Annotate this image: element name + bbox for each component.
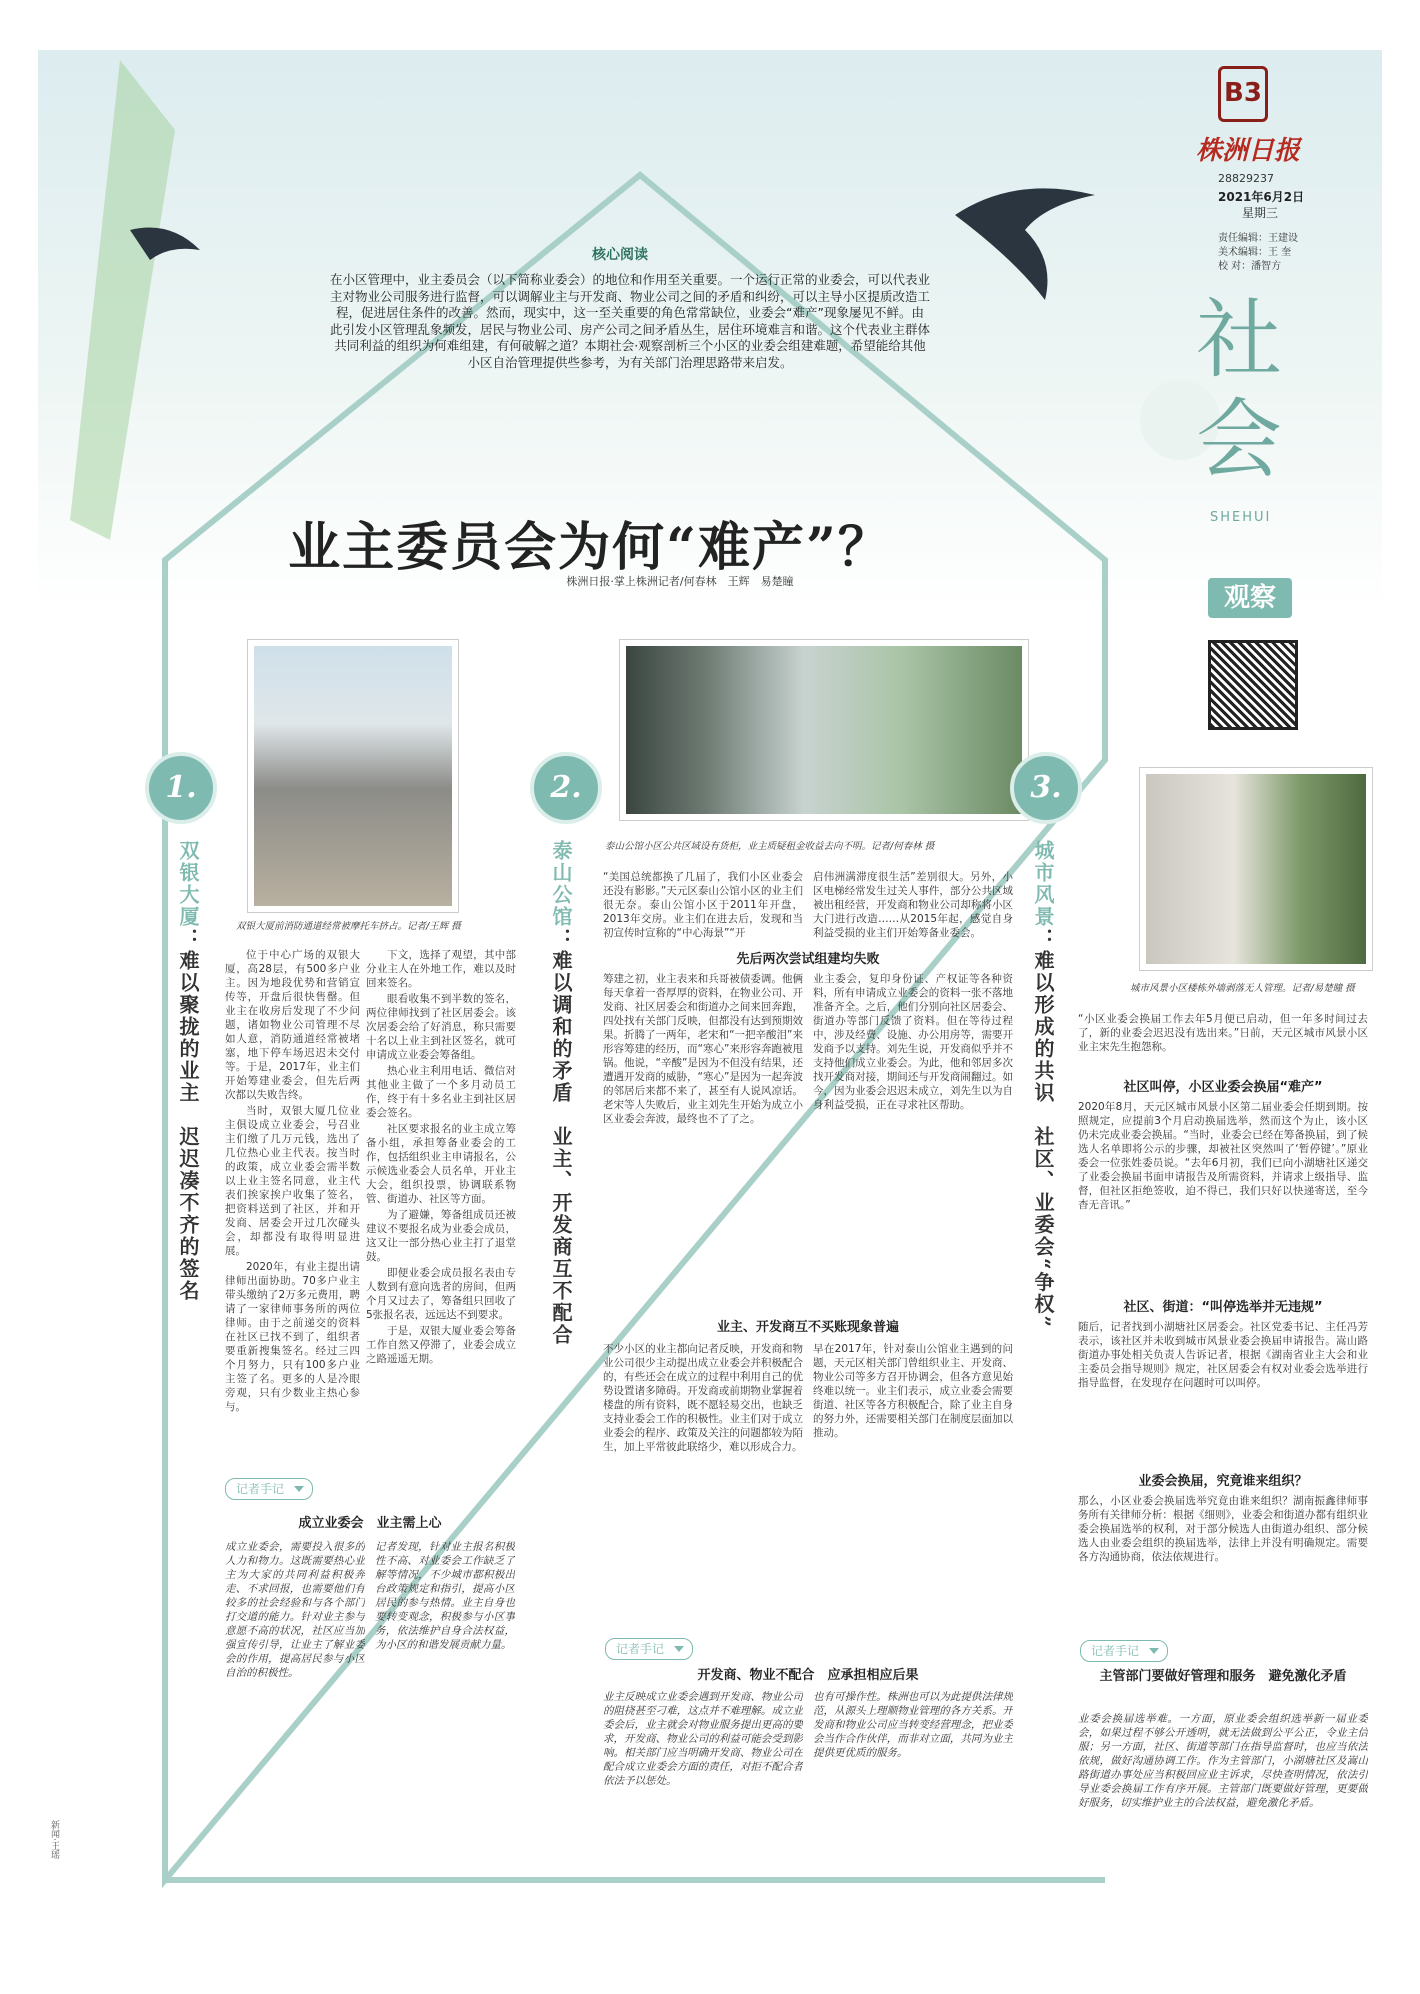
section-title: [175, 840, 201, 1360]
article-column: [366, 948, 516, 1453]
section-title-place: 泰山公馆: [549, 840, 573, 928]
intro-heading: 核心阅读: [592, 247, 648, 263]
subheading: 业主、开发商互不买账现象普遍: [716, 1320, 899, 1335]
paragraph: 社区要求报名的业主成立筹备小组，承担筹备业委会的工作，包括组织业主申请报名，公示候选业委会人员名单，开业主大会，组织投票，协调联系物管、街道办、社区等方面。: [366, 1123, 516, 1205]
article-column: 筹建之初，业主表来和兵哥被债委调。他俩每天拿着一沓厚厚的资料，在物业公司、开发商、社区居委会和街道办之间来回奔跑，四处找有关部门反映，但都没有达到预期效果。折腾了一两年，老宋和“一把辛酸泪”来形容筹建的经历，而“寒心”来形容奔跑被甩锅。他说，“辛酸”是因为不但没有结果，还遭遇开发商的威胁，“寒心”是因为一起奔波的邻居后来都不来了，甚至有人说风凉话。老宋等人失败后，业主刘先生开始为成立小区业委会奔波，最终也不了了之。: [603, 973, 803, 1125]
section-title: [548, 840, 574, 1360]
paragraph: 于是，双银大厦业委会筹备工作自然又停滞了，业委会成立之路遥遥无期。: [366, 1325, 516, 1365]
phone-number: 28829237: [1218, 172, 1274, 185]
paragraph: 当时，双银大厦几位业主俱设成立业委会，号召业主们缴了几万元钱，选出了几位热心业主代表。按当时的政策，成立业委会需半数以上业主签名同意，业主代表们挨家挨户收集了签名，把资料送到了社区，并和开发商、居委会开过几次碰头会，却都没有取得明显进展。: [225, 1105, 360, 1257]
weekday: 星期三: [1242, 206, 1279, 220]
note-column: 业委会换届选举难。一方面，原业委会组织选举新一届业委会，如果过程不够公开透明，就无法做到公平公正，令业主信服；另一方面，社区、街道等部门在指导监督时，也应当依法依规，做好沟通协调工作。作为主管部门，小湖塘社区及嵩山路街道办事处应当积极回应业主诉求，尽快查明情况，依法引导业委会换届工作有序开展。主管部门既要做好管理，更要做好服务，切实维护业主的合法权益，避免激化矛盾。: [1078, 1713, 1368, 1809]
article-lead: 启伟洲满滞度很生活”差别很大。另外，小区电梯经常发生过关人事件，部分公共区域被出租经营，开发商和物业公司却称将小区大门进行改造……从2015年起，感觉自身利益受损的业主们开始筹备业委会。: [813, 871, 1013, 939]
photo-caption: 城市风景小区楼栋外墙剥落无人管理。记者/易楚瞳 摄: [1130, 983, 1355, 994]
editor-credits: [1218, 232, 1298, 274]
section-title: 社会: [1196, 290, 1282, 490]
subheading: 先后两次尝试组建均失败: [736, 952, 880, 967]
intro-text: 在小区管理中，业主委员会（以下简称业委会）的地位和作用至关重要。一个运行正常的业委会，可以代表业主对物业公司服务进行监督，可以调解业主与开发商、物业公司之间的矛盾和纠纷，可以主导小区提质改造工程，促进居住条件的改善。然而，现实中，这一至关重要的角色常常缺位，业委会“难产”现象屡见不鲜。由此引发小区管理乱象频发，居民与物业公司、房产公司之间矛盾丛生，居住环境难言和谐。这个代表业主群体共同利益的组织为何难组建，有何破解之道？本期社会·观察剖析三个小区的业委会组建难题，希望能给其他小区自治管理提供些参考，为有关部门治理思路带来启发。: [330, 272, 931, 370]
note-column: 成立业委会，需要投入很多的人力和物力。这既需要热心业主为大家的共同利益积极奔走、不求回报，也需要他们有较多的社会经验和与各个部门打交道的能力。针对业主参与意愿不高的状况，社区应当加强宣传引导，让业主了解业委会的作用，提高居民参与小区自治的积极性。: [225, 1541, 365, 1679]
page-number: B3: [1218, 66, 1268, 122]
column-badge: 观察: [1208, 578, 1292, 618]
photo-caption: 泰山公馆小区公共区域设有货柜，业主质疑租金收益去向不明。记者/何春林 摄: [605, 841, 935, 852]
note-column: 记者发现，针对业主报名积极性不高、对业委会工作缺乏了解等情况，不少城市都积极出台政策规定和指引，提高小区居民的参与热情。业主自身也要转变观念，积极参与小区事务，依法维护自身合法权益，为小区的和谐发展贡献力量。: [375, 1541, 515, 1651]
headline: 业主委员会为何“难产”？: [288, 517, 892, 578]
paragraph: 下文，选择了观望，其中部分业主人在外地工作，难以及时回来签名。: [366, 949, 516, 989]
photo-vending-cabinets: [620, 640, 1028, 820]
article-column: 不少小区的业主都向记者反映，开发商和物业公司很少主动提出成立业委会并积极配合的，有些还会在成立的过程中利用自己的优势设置诸多障碍。开发商或前期物业掌握着楼盘的所有资料，既不愿轻易交出，也缺乏支持业委会工作的积极性。业主们对于成立业委会的程序、政策及关注的问题都较为陌生，加上平常彼此联络少，难以形成合力。: [603, 1343, 803, 1453]
section-title-subject: ：难以聚拢的业主 迟迟凑不齐的签名: [176, 928, 200, 1302]
margin-credit: 新闻·王瑶: [49, 1820, 59, 1859]
note-title: 开发商、物业不配合 应承担相应后果: [697, 1668, 919, 1683]
reporter-note-tag: 记者手记: [225, 1478, 313, 1500]
subheading: 社区、街道：“叫停选举并无违规”: [1123, 1300, 1323, 1315]
paragraph: 2020年，有业主提出请律师出面协助。70多户业主带头缴纳了2万多元费用，聘请了一家律师事务所的两位律师。由于之前递交的资料在社区已找不到了，组织者要重新搜集签名。经过三四个月努力，只有100多户业主签了名。更多的人是冷眼旁观，只有少数业主热心参与。: [225, 1261, 360, 1413]
article-lead: “小区业委会换届工作去年5月便已启动，但一年多时间过去了，新的业委会迟迟没有选出来。”日前，天元区城市风景小区业主宋先生抱怨称。: [1078, 1013, 1368, 1053]
article-column: 业主委会，复印身份证、产权证等各种资料，所有申请成立业委会的资料一张不落地准备齐全。之后，他们分别向社区居委会、街道办等部门反馈了资料。但在等待过程中，涉及经费、设施、办公用房等，需要开发商予以支持。刘先生说，开发商似乎并不支持他们成立业委会。为此，他和邻居多次找开发商对接，期间还与开发商闹翻过。如今，因为业委会迟迟未成立，刘先生以为自身利益受损，正在寻求社区帮助。: [813, 973, 1013, 1111]
paper-name: 株洲日报: [1196, 136, 1301, 166]
byline: 株洲日报·掌上株洲记者/何春林 王辉 易楚瞳: [566, 575, 794, 588]
article-column: 早在2017年，针对泰山公馆业主遇到的问题，天元区相关部门曾组织业主、开发商、物业公司等多方召开协调会，但各方意见始终难以统一。业主们表示，成立业委会需要街道、社区等各方积极配合，除了业主自身的努力外，还需要相关部门在制度层面加以推动。: [813, 1343, 1013, 1439]
note-column: 也有可操作性。株洲也可以为此提供法律规范，从源头上理顺物业管理的各方关系。开发商和物业公司应当转变经营理念，把业委会当作合作伙伴，而非对立面，共同为业主提供更优质的服务。: [813, 1691, 1013, 1759]
photo-peeling-wall: [1140, 768, 1372, 970]
paragraph: 眼看收集不到半数的签名，两位律师找到了社区居委会。该次居委会给了好消息，称只需要十名以上业主到社区签名，就可申请成立业委会筹备组。: [366, 993, 516, 1061]
section-title-place: 双银大厦: [176, 840, 200, 928]
reporter-note-tag: 记者手记: [605, 1638, 693, 1660]
section-title-subject: ：难以调和的矛盾 业主、开发商互不配合: [549, 928, 573, 1346]
note-title: 成立业委会 业主需上心: [298, 1516, 442, 1531]
qr-code: [1208, 640, 1298, 730]
paragraph: 位于中心广场的双银大厦，高28层，有500多户业主。因为地段优势和营销宣传等，开盘后很快售罄。但业主在收房后发现了不少问题，诸如物业公司管理不尽如人意，消防通道经常被堵塞，地下停车场迟迟未交付等。于是，2017年，业主们开始筹建业委会，但先后两次都以失败告终。: [225, 949, 360, 1101]
section-title-place: 城市风景: [1031, 840, 1055, 928]
section-number-badge: 3.: [1010, 752, 1082, 824]
section-title: [1030, 840, 1056, 1360]
subheading: 业委会换届，究竟谁来组织？: [1138, 1474, 1308, 1489]
note-title: 主管部门要做好管理和服务 避免激化矛盾: [1099, 1669, 1347, 1684]
section-number-badge: 1.: [145, 752, 217, 824]
note-column: 业主反映成立业委会遇到开发商、物业公司的阻挠甚至刁难，这点并不难理解。成立业委会后，业主就会对物业服务提出更高的要求，开发商、物业公司的利益可能会受到影响。相关部门应当明确开发商、物业公司在配合成立业委会方面的责任，对拒不配合者依法予以惩处。: [603, 1691, 803, 1787]
section-pinyin: SHEHUI: [1210, 510, 1272, 525]
editor-line: 美术编辑：王 奎: [1218, 247, 1292, 258]
swallow-icon-right: [955, 188, 1095, 300]
editor-line: 责任编辑：王建设: [1218, 233, 1298, 244]
photo-caption: 双银大厦前消防通道经常被摩托车挤占。记者/王辉 摄: [236, 921, 461, 932]
willow-leaves-left: [70, 60, 175, 540]
paragraph: 热心业主利用电话、微信对其他业主做了一个多月动员工作，终于有十多名业主到社区居委会签名。: [366, 1065, 516, 1119]
paragraph: 即便业委会成员报名表由专人数到有意向选者的房间，但两个月又过去了，筹备组只回收了5张报名表，远远达不到要求。: [366, 1267, 516, 1321]
editor-line: 校 对：潘智方: [1218, 261, 1282, 272]
article-column: 2020年8月，天元区城市风景小区第二届业委会任期到期。按照规定，应提前3个月启动换届选举，然而这个为止，该小区仍未完成业委会换届。“当时，业委会已经在筹备换届，到了候选人名单即将公示的步骤，却被社区突然叫了‘暂停键’。”原业委会一位张姓委员说。“去年6月初，我们已向小湖塘社区递交了业委会换届书面申请报告及所需资料，并请求上级指导、监督，但社区拒绝签收，迫不得已，我们只好以快递寄送，至今杳无音讯。”: [1078, 1101, 1368, 1211]
issue-date: 2021年6月2日: [1218, 190, 1305, 204]
article-column: 随后，记者找到小湖塘社区居委会。社区党委书记、主任冯芳表示，该社区并未收到城市风景业委会换届申请报告。嵩山路街道办事处相关负责人告诉记者，根据《湖南省业主大会和业主委员会指导规则》规定，社区居委会有权对业委会选举进行指导监督，在发现存在问题时可以叫停。: [1078, 1321, 1368, 1389]
photo-fire-lane: [248, 640, 458, 912]
article-lead: “美国总统都换了几届了，我们小区业委会还没有影影。”天元区泰山公馆小区的业主们很无奈。泰山公馆小区于2011年开盘，2013年交房。业主们在进去后，发现和当初宣传时宣称的“中心海景”“开: [603, 871, 803, 939]
section-title-subject: ：难以形成的共识 社区、业委会“争权”: [1031, 928, 1055, 1330]
article-column: 那么，小区业委会换届选举究竟由谁来组织？湖南振鑫律师事务所有关律师分析：根据《细则》，业委会和街道办都有组织业委会换届选举的权利，对于部分候选人由街道办组织、部分候选人由业委会组织的换届选举，法律上并没有明确规定。需要各方沟通协商，依法依规进行。: [1078, 1495, 1368, 1563]
reporter-note-tag: 记者手记: [1080, 1640, 1168, 1662]
subheading: 社区叫停，小区业委会换届“难产”: [1123, 1080, 1323, 1095]
article-column: [225, 948, 360, 1453]
section-number-badge: 2.: [530, 752, 602, 824]
paragraph: 为了避嫌，筹备组成员还被建议不要报名成为业委会成员，这又让一部分热心业主打了退堂鼓。: [366, 1209, 516, 1263]
